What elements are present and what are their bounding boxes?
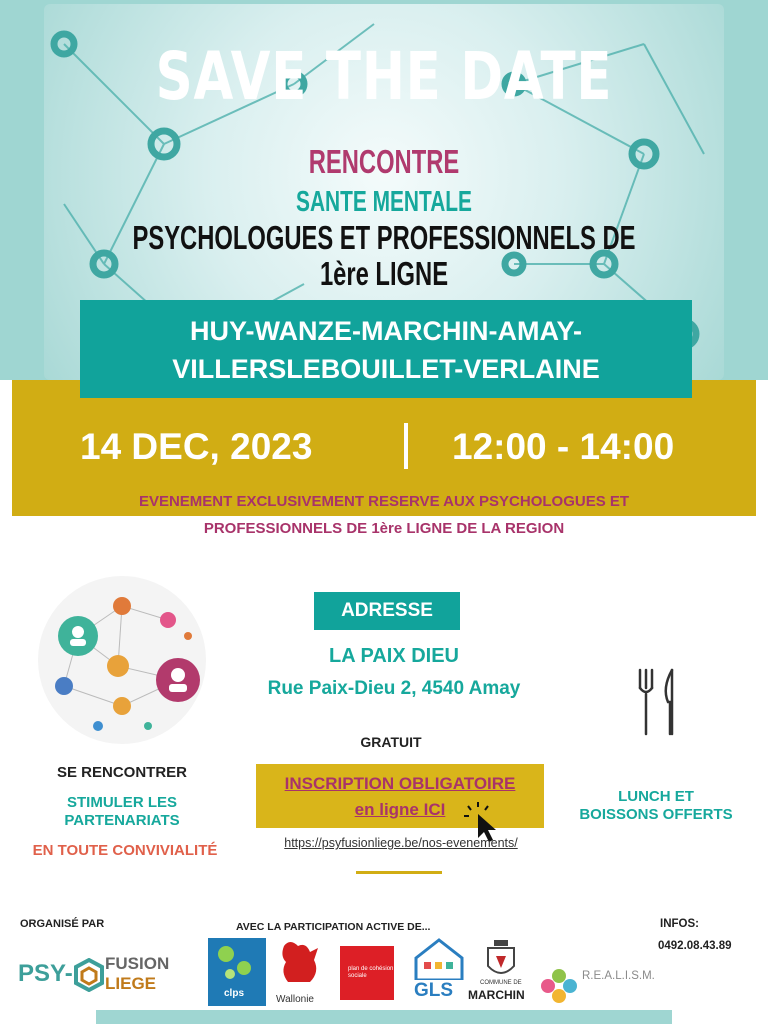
people-tree-icon: [538, 966, 580, 1008]
fork-knife-icon: [634, 668, 684, 738]
event-time: 12:00 - 14:00: [452, 426, 675, 467]
date-time-divider: [404, 423, 408, 469]
gls-logo: [410, 936, 468, 1004]
marchin-logo: [468, 938, 534, 1004]
marchin-text: MARCHIN: [468, 988, 525, 1002]
region-banner: [80, 300, 692, 398]
organised-by-label: ORGANISÉ PAR: [20, 918, 105, 930]
price-label: GRATUIT: [360, 734, 422, 750]
psy-fusion-liege-logo: [18, 952, 168, 998]
gls-text: GLS: [414, 980, 454, 1001]
rencontre-heading: RENCONTRE: [308, 143, 460, 180]
lunch-line-1: LUNCH ET: [618, 788, 694, 805]
address-badge: ADRESSE: [314, 592, 460, 630]
region-line-1: HUY-WANZE-MARCHIN-AMAY-: [190, 316, 582, 346]
conviviality-label: EN TOUTE CONVIVIALITÉ: [32, 842, 218, 859]
participation-label: AVEC LA PARTICIPATION ACTIVE DE...: [236, 921, 431, 933]
realism-logo: [538, 966, 668, 1008]
audience-heading: [108, 220, 661, 292]
clps-text: clps: [224, 988, 245, 999]
liege-text: LIEGE: [105, 974, 157, 993]
divider-line: [356, 871, 442, 874]
venue-address: Rue Paix-Dieu 2, 4540 Amay: [267, 678, 521, 699]
house-icon: [410, 936, 468, 980]
rooster-icon: [270, 938, 330, 992]
lunch-line-2: BOISSONS OFFERTS: [579, 806, 733, 823]
pcs-logo: [340, 946, 394, 1000]
sante-mentale-heading: SANTE MENTALE: [296, 186, 472, 218]
gears-icon: [208, 938, 266, 986]
venue-name: LA PAIX DIEU: [328, 645, 459, 667]
commune-de-text: COMMUNE DE: [480, 980, 522, 986]
region-line-2: VILLERSLEBOUILLET-VERLAINE: [172, 354, 600, 384]
save-the-date-title: SAVE THE DATE: [155, 38, 613, 115]
wallonie-logo: [270, 938, 330, 1008]
exclusive-line-2: PROFESSIONNELS DE 1ère LIGNE DE LA REGION: [203, 520, 565, 537]
wallonie-text: Wallonie: [276, 994, 314, 1005]
coat-of-arms-icon: [468, 938, 534, 980]
exclusive-line-1: EVENEMENT EXCLUSIVEMENT RESERVE AUX PSYCHOLOGUES ET: [138, 493, 630, 510]
event-date: 14 DEC, 2023: [80, 426, 313, 467]
audience-line-1: PSYCHOLOGUES ET PROFESSIONNELS DE: [132, 219, 636, 256]
signup-link[interactable]: https://psyfusionliege.be/nos-evenements/: [284, 836, 518, 850]
meet-label: SE RENCONTRER: [56, 764, 187, 781]
fusion-text: FUSION: [105, 954, 170, 973]
network-people-image: [38, 576, 206, 744]
lunch-label: [556, 788, 756, 824]
exclusive-notice: [0, 488, 768, 542]
partnership-line-1: STIMULER LES: [66, 794, 177, 811]
phone-number: 0492.08.43.89: [658, 940, 732, 952]
pcs-text: plan de cohésion sociale: [348, 966, 394, 979]
signup-line-1[interactable]: INSCRIPTION OBLIGATOIRE: [284, 774, 516, 793]
realism-text: R.E.A.L.I.S.M.: [582, 970, 655, 982]
partnership-line-2: PARTENARIATS: [64, 812, 180, 829]
clps-logo: [208, 938, 266, 1006]
hexagon-icon: [74, 958, 104, 992]
psy-text: PSY-: [18, 960, 73, 987]
partnership-label: [22, 794, 222, 830]
footer-bar: [96, 1010, 672, 1024]
signup-line-2[interactable]: en ligne ICI: [354, 800, 446, 819]
infos-label: INFOS:: [660, 918, 699, 930]
audience-line-2: 1ère LIGNE: [319, 255, 449, 292]
